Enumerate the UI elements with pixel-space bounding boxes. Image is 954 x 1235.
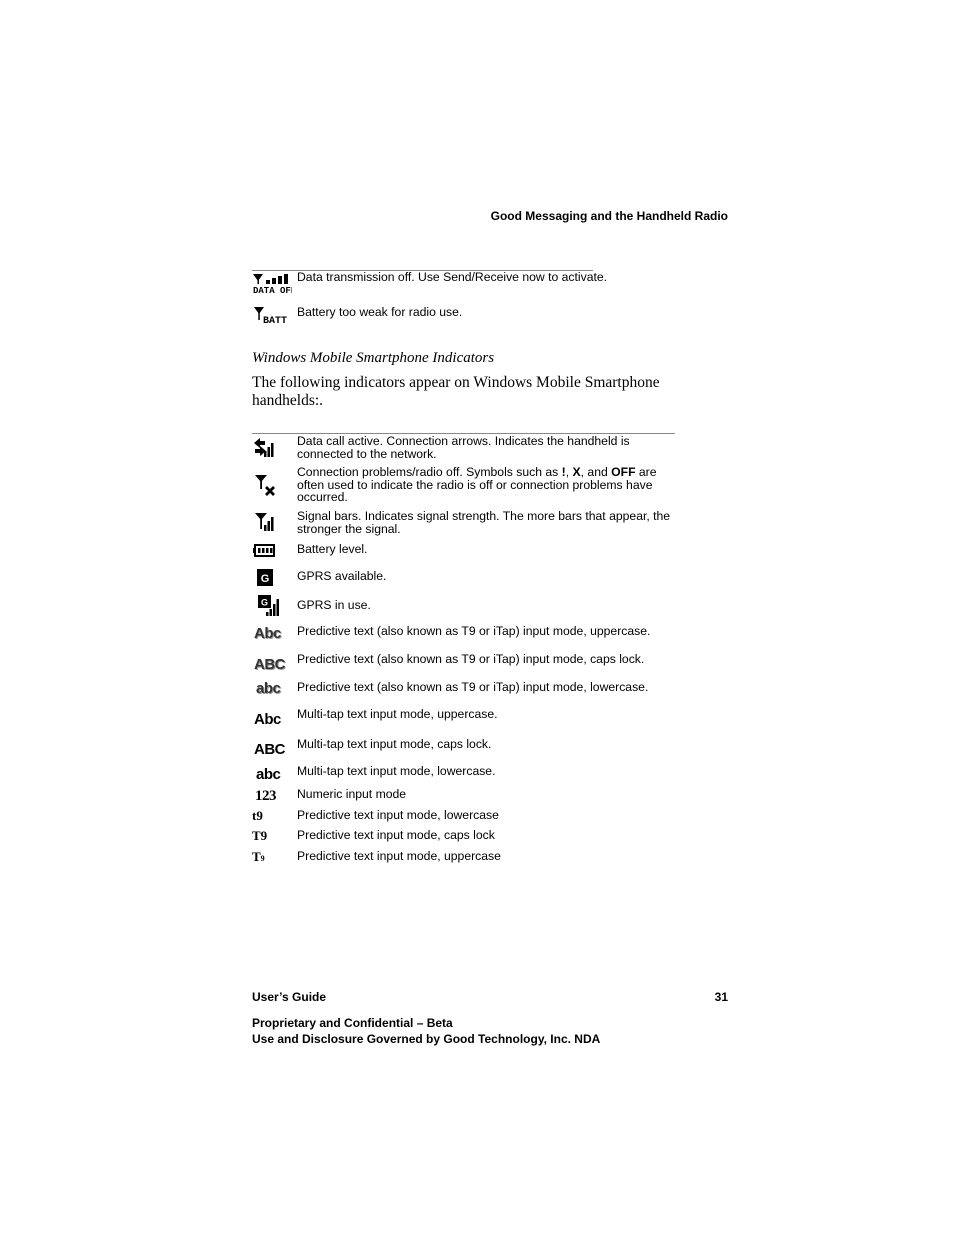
page-header-title: Good Messaging and the Handheld Radio (490, 209, 728, 223)
table-row (252, 568, 682, 592)
row-description: Multi-tap text input mode, lowercase. (297, 764, 496, 778)
table-row (252, 466, 682, 504)
table-row (252, 625, 682, 647)
multitap-lowercase-icon: abc (256, 766, 281, 783)
table-row (252, 738, 682, 762)
table-row (252, 306, 682, 326)
row-description: Predictive text (also known as T9 or iTap) input mode, uppercase. (297, 624, 651, 638)
t9-lowercase-icon: t9 (252, 808, 263, 823)
svg-text:G: G (260, 573, 270, 585)
data-off-icon (252, 271, 292, 297)
section-title: Windows Mobile Smartphone Indicators (252, 350, 495, 366)
row-description: Predictive text input mode, uppercase (297, 849, 501, 863)
table-row (252, 543, 682, 563)
table-row (252, 765, 682, 787)
row-description: Battery level. (297, 542, 368, 556)
footer-guide-title: User’s Guide (252, 990, 327, 1004)
table-row (252, 829, 682, 849)
row-description: Multi-tap text input mode, caps lock. (297, 737, 492, 751)
table-row (252, 271, 682, 297)
t9-uppercase-icon: T9 (252, 849, 265, 864)
table-row (252, 435, 682, 461)
table-row (252, 681, 682, 703)
table-row (252, 594, 682, 620)
row-description: Numeric input mode (297, 787, 407, 801)
predictive-lowercase-icon: abc (256, 680, 281, 697)
page-number: 31 (714, 990, 728, 1004)
table-row (252, 653, 682, 677)
row-description: Predictive text (also known as T9 or iTap) input mode, caps lock. (297, 652, 645, 666)
row-description: Signal bars. Indicates signal strength. The more bars that appear, the stronger the signal. (297, 509, 671, 536)
row-description: GPRS available. (297, 569, 387, 583)
svg-text:G: G (260, 597, 269, 608)
t9-caps-lock-icon: T9 (252, 828, 268, 843)
row-description: Predictive text (also known as T9 or iTap) input mode, lowercase. (297, 680, 649, 694)
table-row (252, 850, 682, 870)
row-description: GPRS in use. (297, 598, 371, 612)
svg-text:DATA OFF: DATA OFF (253, 286, 292, 296)
row-description: Data transmission off. Use Send/Receive now to activate. (297, 270, 608, 284)
numeric-input-icon: 123 (255, 788, 276, 804)
row-description: Data call active. Connection arrows. Indicates the handheld is connected to the network. (297, 434, 630, 461)
batt-label: BATT (263, 316, 288, 326)
table-row (252, 809, 682, 829)
radio-off-icon (252, 472, 292, 498)
footer-confidential: Proprietary and Confidential – Beta (252, 1016, 453, 1030)
table-row (252, 788, 682, 808)
row-description: Predictive text input mode, caps lock (297, 828, 495, 842)
predictive-uppercase-icon: Abc (254, 625, 281, 642)
battery-level-icon (252, 543, 292, 569)
gprs-in-use-icon (252, 594, 292, 620)
row-description: Connection problems/radio off. Symbols such as !, X, and OFF are often used to indicate the radio is off or connection problems have occurred. (297, 465, 657, 504)
section-intro: The following indicators appear on Windows Mobile Smartphone handhelds:. (252, 374, 660, 409)
row-description: Battery too weak for radio use. (297, 305, 463, 319)
multitap-caps-lock-icon: ABC (254, 741, 285, 758)
footer-disclosure: Use and Disclosure Governed by Good Technology, Inc. NDA (252, 1032, 601, 1046)
table-row (252, 708, 682, 732)
predictive-caps-lock-icon: ABC (254, 656, 285, 673)
battery-weak-icon (252, 306, 292, 332)
data-call-arrows-icon (252, 435, 292, 461)
table-row (252, 510, 682, 536)
multitap-uppercase-icon: Abc (254, 711, 281, 728)
row-description: Predictive text input mode, lowercase (297, 808, 499, 822)
gprs-available-icon (252, 568, 292, 594)
row-description: Multi-tap text input mode, uppercase. (297, 707, 498, 721)
signal-bars-icon (252, 510, 292, 536)
